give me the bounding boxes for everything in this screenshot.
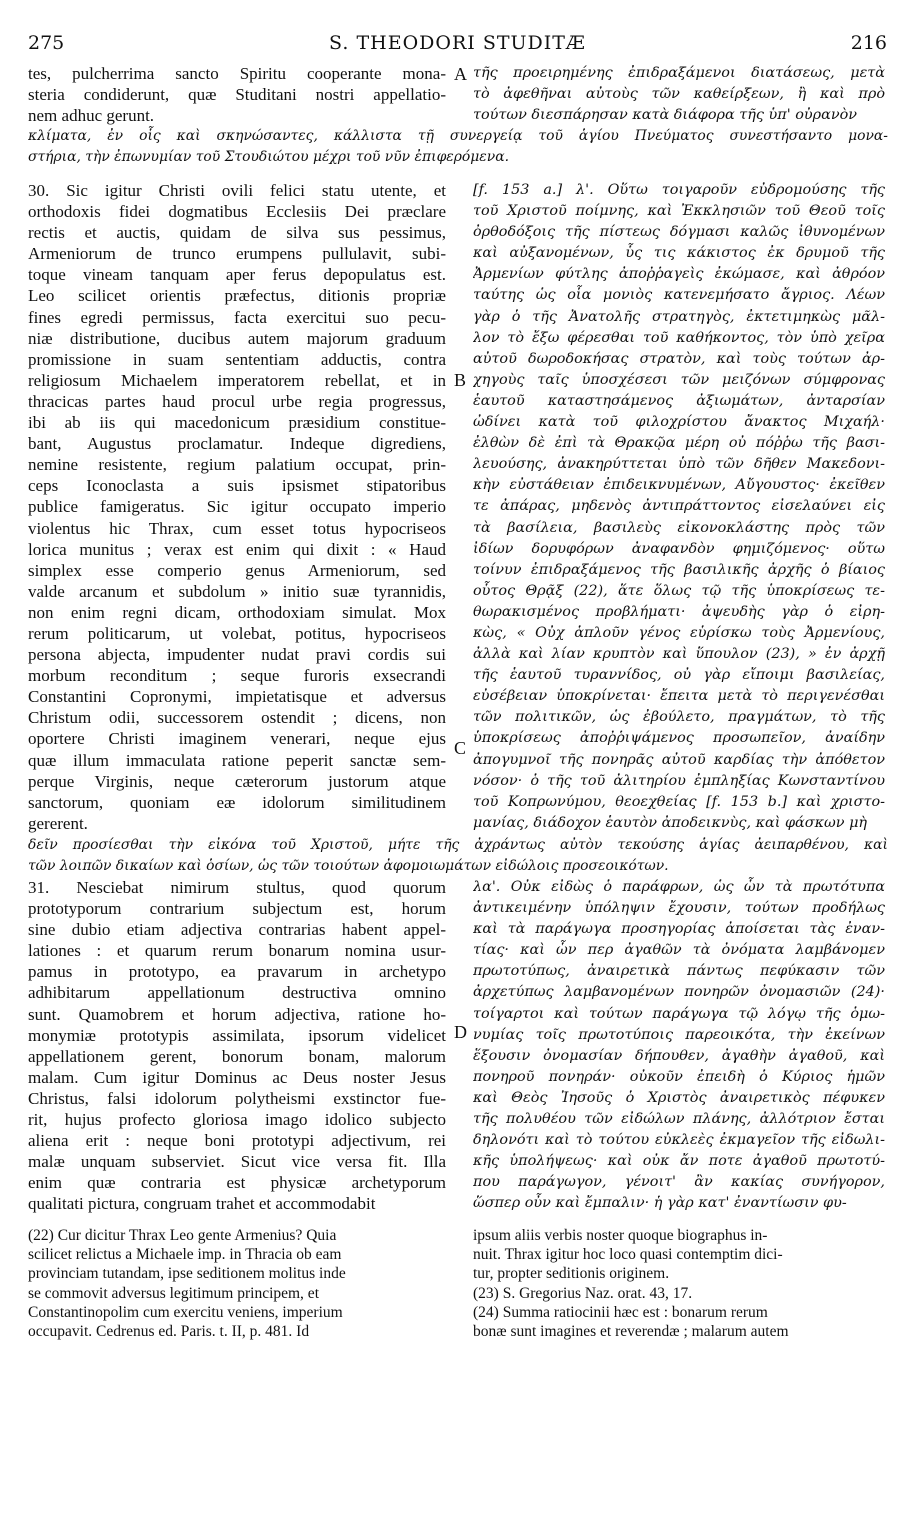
latin-31-line: prototyporum contrarium subjectum est, horum <box>28 899 446 919</box>
top-greek-line: τὸ ἀφεθῆναι αὐτοὺς τῶν καθείρξεων, ἢ καὶ πρὸ <box>473 86 885 103</box>
greek-30-line: ἰδίων δορυφόρων ἀναφανδὸν φημιζόμενος· οὕτω <box>473 540 885 557</box>
greek-section-30 <box>473 180 885 834</box>
latin-31-line: sine dubio etiam adjectiva contrarias habent appel- <box>28 920 446 940</box>
latin-30-line: valde arcanum et subdolum » initio suæ tyrannidis, <box>28 581 446 601</box>
latin-31-line: 31. Nesciebat nimirum stultus, quod quorum <box>28 878 446 897</box>
greek-30-line: χηγοὺς ταῖς ὑποσχέσεσι τῶν μειζόνων σύμφρονας <box>473 371 885 388</box>
latin-30-line: gererent. <box>28 813 88 833</box>
greek-30-line: [f. 153 a.] λ'. Οὕτω τοιγαροῦν εὐδρομούσης τῆς <box>473 182 885 198</box>
top-latin-line: nem adhuc gerunt. <box>28 106 155 126</box>
greek-30-line: νόσον· ὁ τῆς τοῦ ἀλιτηρίου ἐμπληξίας Κωνσταντίνου <box>473 772 885 789</box>
latin-30-line: violentus hic Thrax, cum esset totus hypocriseos <box>28 518 446 538</box>
greek-30-line: αὐτοῦ δωροδοκήσας στρατὸν, καὶ τοὺς τούτων ἀρ- <box>473 350 885 367</box>
notes-left-line: provinciam tutandam, ipse seditionem molitus inde <box>28 1265 346 1283</box>
wide-greek-line-2 <box>28 835 888 876</box>
latin-30-line: Leo scilicet orientis præfectus, ditionis propriæ <box>28 286 446 306</box>
latin-30-line: rerum politicarum, ut volebat, potitus, hypocriseos <box>28 623 446 643</box>
wide-2-line: τῶν λοιπῶν δικαίων καὶ ὁσίων, ὡς τῶν τοιούτων ἀφομοιωμάτων εἰδώλοις προσεοικότων. <box>28 858 669 875</box>
latin-30-line: ceps Iconoclasta a suis ipsismet stipatoribus <box>28 476 446 496</box>
latin-30-line: persona abjecta, impudenter nudat pravi cordis sui <box>28 645 446 665</box>
greek-31-line: νυμίας τοῖς πρωτοτύποις παρεοικότα, τὴν ἐκείνων <box>473 1026 885 1043</box>
greek-31-line: πρωτοτύπως, ἀναιρετικὰ πάντως πεφύκασιν τῶν <box>473 963 885 980</box>
latin-30-line: quæ illum immaculata ratione peperit sanctæ sem- <box>28 750 446 770</box>
latin-section-30 <box>28 180 446 834</box>
latin-30-line: simplex esse comperio genus Armeniorum, sed <box>28 560 446 580</box>
footnotes-right <box>473 1226 885 1341</box>
page-number-left: 275 <box>28 32 65 54</box>
greek-30-line: ἀπογυμνοῖ τῆς πονηρᾶς αὐτοῦ καρδίας τὴν ἀπόθετον <box>473 751 885 768</box>
notes-right-line: (24) Summa ratiocinii hæc est : bonarum rerum <box>473 1303 768 1321</box>
page-number-right: 216 <box>850 32 887 54</box>
wide-greek-line-1 <box>28 126 888 167</box>
notes-left-line: occupavit. Cedrenus ed. Paris. t. II, p. 481. Id <box>28 1323 310 1341</box>
greek-30-line: μανίας, διάδοχον ἑαυτὸν ἀποδεικνὺς, καὶ φάσκων μὴ <box>473 814 868 831</box>
latin-30-line: promissione in suam sententiam adductis, contra <box>28 349 446 369</box>
latin-30-line: ibi ab iis qui macedonicum præsidium constitue- <box>28 413 446 433</box>
greek-30-line: ταύτης ὡς οἷα μονιὸς κατενεμήσατο ἄγριος. Λέων <box>473 287 885 304</box>
latin-31-line: adhibitarum appellationum destructiva omnino <box>28 983 446 1003</box>
greek-30-line: ἀλλὰ καὶ λίαν κρυπτὸν καὶ ὕπουλον (23), » ἐν ἀρχῇ <box>473 646 885 663</box>
latin-30-line: thracicas partes haud procul urbe regia progressus, <box>28 391 446 411</box>
greek-30-line: ἐλθὼν δὲ ἐπὶ τὰ Θρακῷα μέρη οὐ πόῤῥω τῆς βασι- <box>473 435 885 452</box>
latin-30-line: lorica munitus ; verax est enim qui dixit : « Haud <box>28 539 446 559</box>
latin-30-line: nemine resistente, regium palatium occupat, prin- <box>28 455 446 475</box>
notes-right-line: ipsum aliis verbis noster quoque biographus in- <box>473 1227 768 1244</box>
top-latin-line: tes, pulcherrima sancto Spiritu cooperante mona- <box>28 64 446 83</box>
greek-30-line: λον τὸ ἔξω φέρεσθαι τοῦ καθήκοντος, τὸν ὑπὸ χεῖρα <box>473 329 885 346</box>
greek-31-line: καὶ Θεὸς Ἰησοῦς ὁ Χριστὸς ἀναιρετικὸς πέφυκεν <box>473 1089 885 1106</box>
footnotes-left <box>28 1226 446 1341</box>
latin-31-line: pamus in prototypo, ea pravarum in archetypo <box>28 962 446 982</box>
notes-right-line: bonæ sunt imagines et reverendæ ; malarum autem <box>473 1323 789 1341</box>
greek-30-line: κὼς, « Οὐχ ἁπλοῦν γένος εὑρίσκω τοὺς Ἀρμενίους, <box>473 624 885 641</box>
latin-section-31 <box>28 877 446 1215</box>
notes-right-line: nuit. Thrax igitur hoc loco quasi contemptim dici- <box>473 1246 783 1264</box>
greek-31-line: κῆς ὑπολήψεως· καὶ οὐκ ἄν ποτε ἀγαθοῦ πρωτοτύ- <box>473 1153 885 1170</box>
latin-31-line: appellationem gerent, bonorum bonam, malorum <box>28 1046 446 1066</box>
top-latin-line: steria condiderunt, quæ Studitani nostri appellatio- <box>28 85 446 105</box>
latin-31-line: lationes : et quarum rerum bonarum nomina usur- <box>28 941 446 961</box>
latin-31-line: monymiæ prototypis assimilata, ipsorum videlicet <box>28 1025 446 1045</box>
latin-30-line: orthodoxis fidei dogmatibus Ecclesiis Dei præclare <box>28 202 446 222</box>
greek-30-line: γὰρ ὁ τῆς Ἀνατολῆς στρατηγὸς, ἐκτετιμηκὼς μᾶλ- <box>473 308 885 325</box>
margin-letter-a: A <box>454 64 467 84</box>
notes-left-line: (22) Cur dicitur Thrax Leo gente Armenius? Quia <box>28 1227 337 1244</box>
greek-31-line: καὶ τὰ παράγωγα προσηγορίας ἀποίσεται τὰς ἐναν- <box>473 921 885 938</box>
wide-1-line: στήρια, τὴν ἐπωνυμίαν τοῦ Στουδιώτου μέχρι τοῦ νῦν ἐπιφερόμενα. <box>28 149 509 166</box>
notes-left-line: se commovit adversus legitimum principem, et <box>28 1284 319 1302</box>
latin-30-line: perque Virginis, neque cæterorum justorum atque <box>28 771 446 791</box>
latin-30-line: niæ distributione, ducibus autem majorum graduum <box>28 328 446 348</box>
latin-31-line: sunt. Quamobrem et horum adjectiva, ratione ho- <box>28 1004 446 1024</box>
latin-30-line: sanctorum, quoniam eæ idolorum similitudinem <box>28 792 446 812</box>
greek-30-line: καὶ αὐξανομένων, ὗς τις κάκιστος ἐκ δρυμοῦ τῆς <box>473 245 885 262</box>
greek-31-line: που παράγωγον, γένοιτ' ἂν κακίας συνήγορον, <box>473 1174 885 1191</box>
greek-30-line: θωρακισμένος προβλήματι· ἀψευδὴς γὰρ ὁ εἰρη- <box>473 603 885 620</box>
greek-31-line: πονηροῦ πονηράν· οὐκοῦν ἐπειδὴ ὁ Κύριος ἡμῶν <box>473 1068 885 1085</box>
notes-right-line: tur, propter seditionis originem. <box>473 1265 670 1283</box>
latin-30-line: fines egredi permissus, facta exercitui suo pecu- <box>28 307 446 327</box>
greek-31-line: τοίγαρτοι καὶ τούτων παράγωγα τῷ λόγῳ τῆς ὁμω- <box>473 1005 885 1022</box>
latin-30-line: Constantini Copronymi, impietatisque et adversus <box>28 687 446 707</box>
greek-30-line: ἑαυτοῦ καταστησάμενος ἀξιωμάτων, ἀνταρσίαν <box>473 392 885 409</box>
greek-30-line: τοῦ Χριστοῦ ποίμνης, καὶ Ἐκκλησιῶν τοῦ Θεοῦ τοῖς <box>473 203 885 220</box>
wide-2-line: δεῖν προσίεσθαι τὴν εἰκόνα τοῦ Χριστοῦ, μήτε τῆς ἀχράντως αὐτὸν τεκούσης ἁγίας ἀειπαρθένου, καὶ <box>28 837 888 853</box>
greek-30-line: ὑποκρίσεως ἀποῤῥιψάμενος προσωπεῖον, ἀναίδην <box>473 730 885 747</box>
greek-30-line: τε ἀπάρας, μηδενὸς ἀντιπράττοντος εἰσελαύνει εἰς <box>473 498 885 515</box>
latin-30-line: morbum reconditum ; seque furoris exsecrandi <box>28 666 446 686</box>
top-greek-line: τῆς προειρημένης ἐπιδραξάμενοι διατάσεως, μετὰ <box>473 65 885 81</box>
greek-30-line: λευούσης, ἀνακηρύττεται ὑπὸ τῶν δῆθεν Μακεδονι- <box>473 456 885 473</box>
latin-30-line: Christum odii, successorem ostendit ; dicens, non <box>28 708 446 728</box>
latin-30-line: religiosum Michaelem imperatorem rebellat, et in <box>28 370 446 390</box>
latin-30-line: bant, Augustus proclamatur. Indeque digrediens, <box>28 434 446 454</box>
latin-31-line: rit, hujus profecto gloriosa imago idolico subjecto <box>28 1110 446 1130</box>
latin-31-line: qualitati pictura, congruam trahet et accommodabit <box>28 1194 376 1214</box>
greek-31-line: τῆς πολυθέου τῶν εἰδώλων πλάνης, ἀλλότριον ἔσται <box>473 1111 885 1128</box>
greek-section-31 <box>473 877 885 1215</box>
greek-30-line: εὐσέβειαν ὑποκρίνεται· ἔπειτα μετὰ τὸ περιγενέσθαι <box>473 688 885 705</box>
notes-left-line: Constantinopolim cum exercitu veniens, imperium <box>28 1303 343 1321</box>
notes-left-line: scilicet relictus a Michaele imp. in Thracia ob eam <box>28 1246 342 1264</box>
latin-30-line: 30. Sic igitur Christi ovili felici statu utente, et <box>28 181 446 200</box>
latin-30-line: Armeniorum de trunco erumpens pullulavit, subi- <box>28 244 446 264</box>
wide-1-line: κλίματα, ἐν οἷς καὶ σκηνώσαντες, κάλλιστα τῇ συνεργείᾳ τοῦ ἁγίου Πνεύματος συνεστήσαντο μονα- <box>28 128 888 144</box>
margin-letter-c: C <box>454 738 467 758</box>
greek-31-line: δηλονότι καὶ τὸ τούτου εὐκλεὲς ἐκμαγεῖον τῆς εἰδωλι- <box>473 1132 885 1149</box>
top-greek-column <box>473 63 885 126</box>
latin-31-line: malam. Cum igitur Dominus ac Deus noster Jesus <box>28 1067 446 1087</box>
greek-30-line: ὀρθοδόξοις τῆς πίστεως δόγμασι καλῶς ἰθυνομένων <box>473 224 885 241</box>
greek-30-line: τῶν πολιτικῶν, ὡς ἐβούλετο, πραγμάτων, τὸ τῆς <box>473 709 885 726</box>
greek-30-line: οὗτος Θρᾷξ (22), ἅτε ὅλως τῷ τῆς ὑποκρίσεως τε- <box>473 582 885 599</box>
greek-30-line: κὴν εὐστάθειαν ἐπιδεικνυμένων, Αὔγουστος· ἐκεῖθεν <box>473 477 885 494</box>
latin-30-line: publice famigeratus. Sic igitur occupato imperio <box>28 497 446 517</box>
greek-31-line: λα'. Οὐκ εἰδὼς ὁ παράφρων, ὡς ὧν τὰ πρωτότυπα <box>473 879 885 895</box>
greek-31-line: ἀρχετύπως λαμβανομένων πονηρῶν ὀνομασιῶν (24)· <box>473 984 885 1001</box>
latin-30-line: rectis et auctis, quidam de silva sus pessimus, <box>28 223 446 243</box>
running-title: S. THEODORI STUDITÆ <box>329 32 586 54</box>
page-header <box>28 32 887 62</box>
greek-31-line: ἕξουσιν ὀνομασίαν δήπουθεν, ἀγαθὴν ἀγαθοῦ, καὶ <box>473 1047 885 1064</box>
greek-31-line: ἀντικειμένην ὑπόληψιν ἔχουσιν, τούτων προδήλως <box>473 900 885 917</box>
latin-30-line: non enim regni dicam, orthodoxiam simulat. Mox <box>28 602 446 622</box>
top-latin-column <box>28 63 446 126</box>
greek-31-line: τίας· καὶ ὧν περ ἀγαθῶν τὰ ὀνόματα λαμβάνομεν <box>473 942 885 959</box>
greek-30-line: ὠδίνει κατὰ τοῦ φιλοχρίστου ἄνακτος Μιχαήλ· <box>473 414 885 431</box>
greek-30-line: Ἀρμενίων φύτλης ἀποῤῥαγεὶς ἐκώμασε, καὶ ἀθρόον <box>473 266 885 283</box>
latin-30-line: toque vineam tanquam aper ferus depopulatus est. <box>28 265 446 285</box>
latin-31-line: Christus, falsi idolorum polytheismi exstinctor fue- <box>28 1088 446 1108</box>
top-greek-line: τούτων διεσπάρησαν κατὰ διάφορα τῆς ὑπ' οὐρανὸν <box>473 107 857 124</box>
margin-letter-b: B <box>454 370 467 390</box>
latin-31-line: enim quæ contraria est physicæ archetyporum <box>28 1173 446 1193</box>
latin-30-line: oportere Christi imaginem venerari, neque ejus <box>28 729 446 749</box>
latin-31-line: malæ unquam subserviet. Sicut vice versa fit. Illa <box>28 1152 446 1172</box>
latin-31-line: aliena erit : neque boni prototypi adjectivum, rei <box>28 1131 446 1151</box>
greek-31-line: ὥσπερ οὖν καὶ ἔμπαλιν· ἡ γὰρ κατ' ἐναντίωσιν φυ- <box>473 1195 847 1212</box>
greek-30-line: τοῦ Κοπρωνύμου, θεοεχθείας [f. 153 b.] καὶ χριστο- <box>473 793 885 810</box>
greek-30-line: τῆς ἑαυτοῦ τυραννίδος, οὐ γὰρ εἴποιμι βασιλείας, <box>473 667 885 684</box>
greek-30-line: τοίνυν ἐπιδραξάμενος τῆς βασιλικῆς ἀρχῆς ὁ βίαιος <box>473 561 885 578</box>
greek-30-line: τὰ βασίλεια, βασιλεὺς εἰκονοκλάστης πρὸς τῶν <box>473 519 885 536</box>
notes-right-line: (23) S. Gregorius Naz. orat. 43, 17. <box>473 1284 693 1302</box>
margin-letter-d: D <box>454 1022 467 1042</box>
